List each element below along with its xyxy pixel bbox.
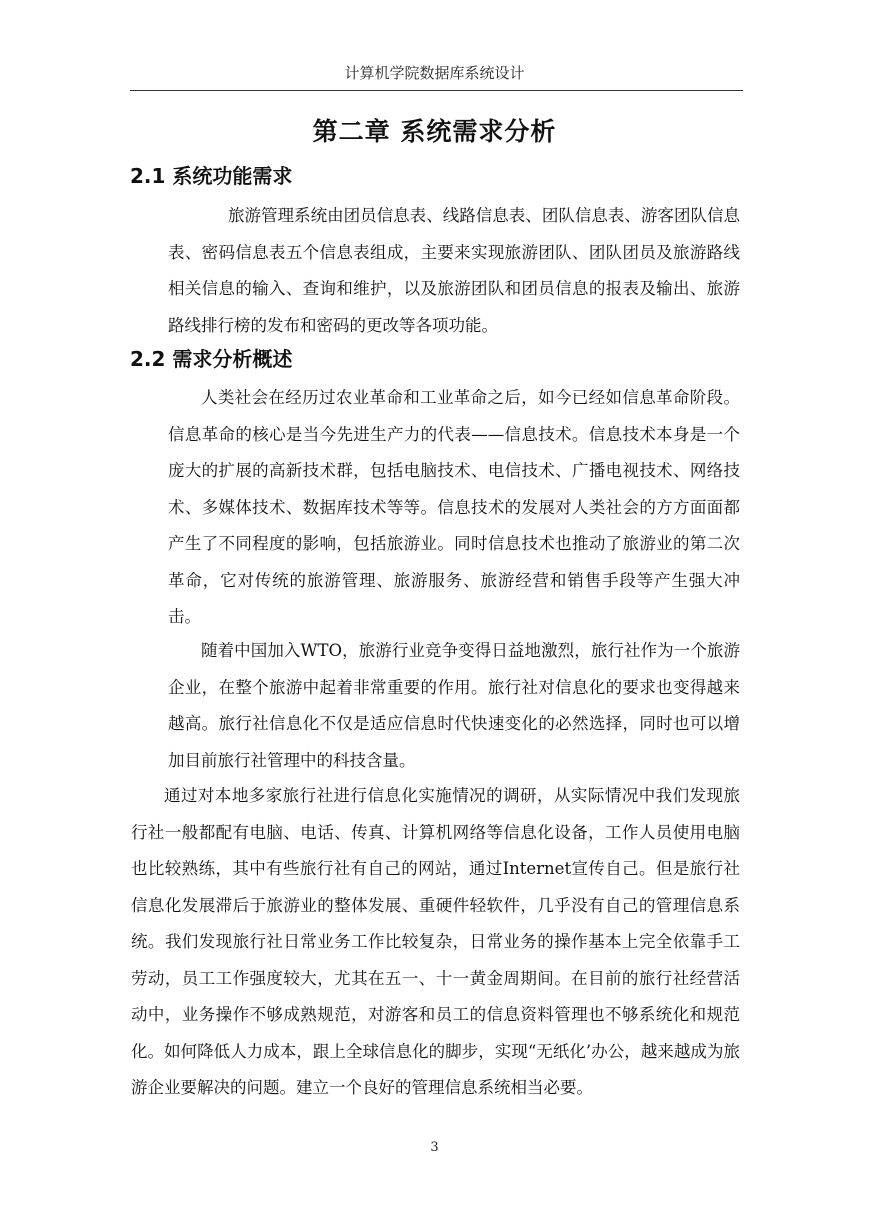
section-2-2-paragraph-1: 人类社会在经历过农业革命和工业革命之后，如今已经如信息革命阶段。信息革命的核心是当今先进生产力的代表——信息技术。信息技术本身是一个庞大的扩展的高新技术群，包括电脑技术、电信技术、广播电视技术、网络技术、多媒体技术、数据库技术等等。信息技术的发展对人类社会的方方面面都产生了不同程度的影响，包括旅游业。同时信息技术也推动了旅游业的第二次革命，它对传统的旅游管理、旅游服务、旅游经营和销售手段等产生强大冲击。 — [168, 388, 740, 626]
header-divider — [130, 90, 743, 91]
section-2-1-paragraph: 旅游管理系统由团员信息表、线路信息表、团队信息表、游客团队信息表、密码信息表五个信息表组成，主要来实现旅游团队、团队团员及旅游路线相关信息的输入、查询和维护，以及旅游团队和团员信息的报表及输出、旅游路线排行榜的发布和密码的更改等各项功能。 — [168, 206, 740, 335]
page-header: 计算机学院数据库系统设计 — [344, 64, 525, 82]
section-title-2-2: 2.2 需求分析概述 — [130, 347, 293, 371]
chapter-title: 第二章 系统需求分析 — [312, 117, 557, 146]
section-2-2-paragraph-3: 通过对本地多家旅行社进行信息化实施情况的调研，从实际情况中我们发现旅行社一般都配有电脑、电话、传真、计算机网络等信息化设备，工作人员使用电脑也比较熟练，其中有些旅行社有自己的网站，通过Internet宣传自己。但是旅行社信息化发展滞后于旅游业的整体发展、重硬件轻软件，几乎没有自己的管理信息系统。我们发现旅行社日常业务工作比较复杂，日常业务的操作基本上完全依靠手工劳动，员工工作强度较大，尤其在五一、十一黄金周期间。在目前的旅行社经营活动中，业务操作不够成熟规范，对游客和员工的信息资料管理也不够系统化和规范化。如何降低人力成本，跟上全球信息化的脚步，实现“无纸化’办公，越来越成为旅游企业要解决的问题。建立一个良好的管理信息系统相当必要。 — [131, 786, 740, 1097]
page-number: 3 — [430, 1140, 439, 1155]
section-title-2-1: 2.1 系统功能需求 — [130, 164, 293, 188]
section-2-2-paragraph-2: 随着中国加入WTO，旅游行业竞争变得日益地激烈，旅行社作为一个旅游企业，在整个旅游中起着非常重要的作用。旅行社对信息化的要求也变得越来越高。旅行社信息化不仅是适应信息时代快速变化的必然选择，同时也可以增加目前旅行社管理中的科技含量。 — [168, 641, 740, 770]
